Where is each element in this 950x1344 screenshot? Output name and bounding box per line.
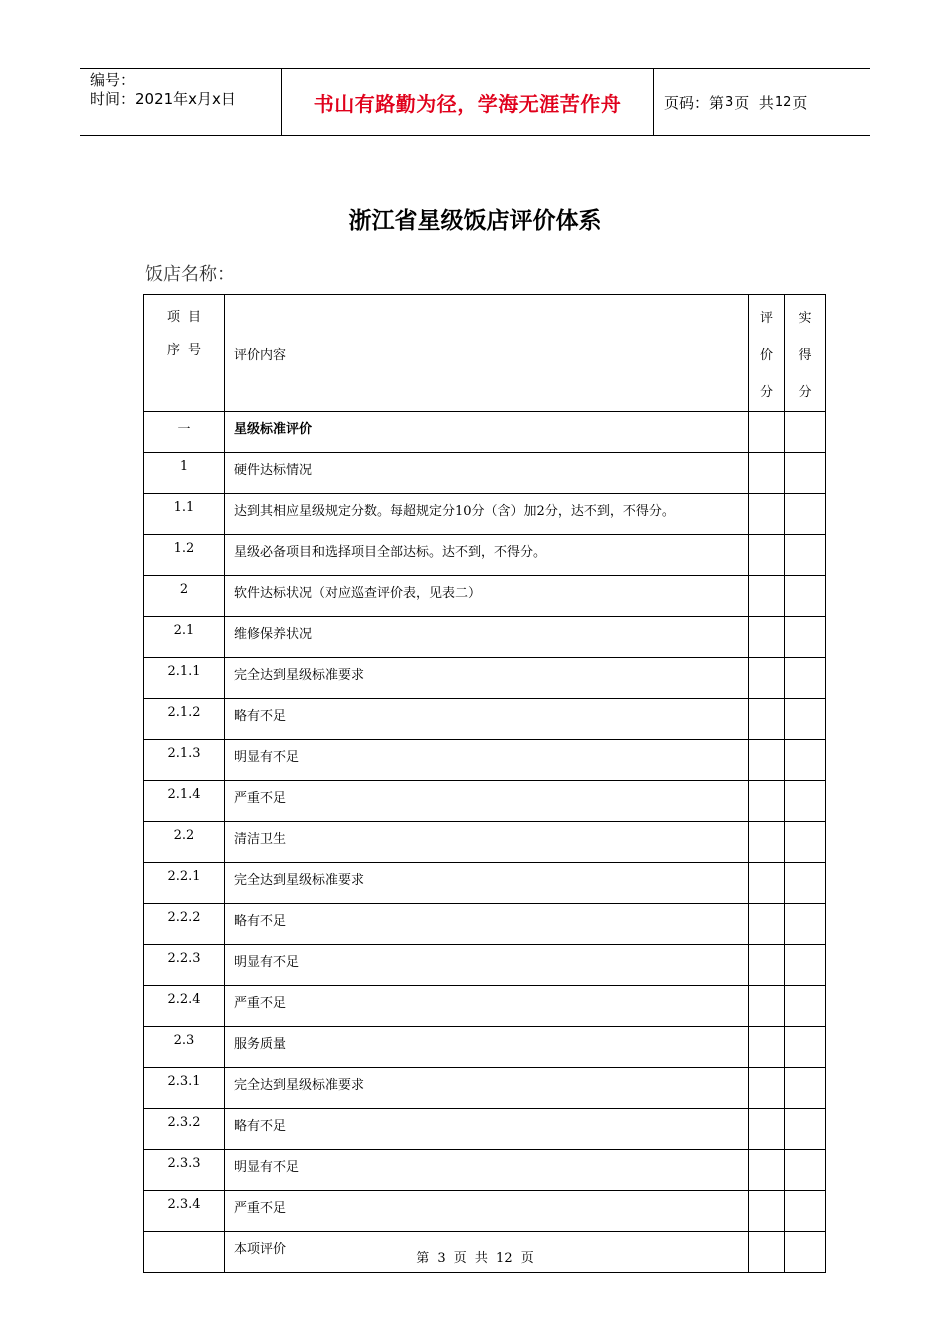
content-cell: 明显有不足 [225, 945, 749, 986]
score-cell[interactable] [749, 1068, 785, 1109]
content-cell: 略有不足 [225, 1109, 749, 1150]
content-cell: 完全达到星级标准要求 [225, 1068, 749, 1109]
item-number-cell: 2.3 [144, 1027, 225, 1068]
actual-score-cell[interactable] [785, 1109, 826, 1150]
score-cell[interactable] [749, 863, 785, 904]
score-cell[interactable] [749, 699, 785, 740]
actual-score-cell[interactable] [785, 822, 826, 863]
actual-score-cell[interactable] [785, 535, 826, 576]
actual-score-cell[interactable] [785, 1027, 826, 1068]
item-number-cell: 2.3.3 [144, 1150, 225, 1191]
header-score-char: 评 [759, 311, 773, 326]
actual-score-cell[interactable] [785, 740, 826, 781]
score-cell[interactable] [749, 453, 785, 494]
page-suffix: 页 [792, 93, 808, 112]
table-row [144, 699, 826, 740]
content-cell: 星级必备项目和选择项目全部达标。达不到，不得分。 [225, 535, 749, 576]
score-cell[interactable] [749, 986, 785, 1027]
score-cell[interactable] [749, 494, 785, 535]
score-cell[interactable] [749, 904, 785, 945]
score-cell[interactable] [749, 1027, 785, 1068]
header-item-number-line2: 序号 [166, 343, 209, 358]
header-actual-score [785, 295, 826, 412]
header-motto: 书山有路勤为径，学海无涯苦作舟 [282, 69, 654, 135]
document-title: 浙江省星级饭店评价体系 [348, 207, 602, 234]
header-item-number-line1: 项目 [166, 310, 209, 325]
table-row [144, 904, 826, 945]
item-number-cell: 2.2 [144, 822, 225, 863]
page-mid: 页 共 [734, 93, 774, 112]
table-row [144, 945, 826, 986]
actual-score-cell[interactable] [785, 1068, 826, 1109]
score-cell[interactable] [749, 822, 785, 863]
header-score-char: 分 [759, 385, 773, 400]
table-row [144, 658, 826, 699]
score-cell[interactable] [749, 617, 785, 658]
item-number-cell: 2.3.4 [144, 1191, 225, 1232]
actual-score-cell[interactable] [785, 945, 826, 986]
actual-score-cell[interactable] [785, 781, 826, 822]
content-cell: 明显有不足 [225, 740, 749, 781]
content-cell: 略有不足 [225, 699, 749, 740]
table-row [144, 1027, 826, 1068]
actual-score-cell[interactable] [785, 1191, 826, 1232]
content-cell: 明显有不足 [225, 1150, 749, 1191]
table-row [144, 781, 826, 822]
item-number-cell: 2.1.1 [144, 658, 225, 699]
table-row [144, 617, 826, 658]
actual-score-cell[interactable] [785, 699, 826, 740]
content-cell: 星级标准评价 [225, 412, 749, 453]
table-row [144, 1109, 826, 1150]
table-row [144, 986, 826, 1027]
actual-score-cell[interactable] [785, 904, 826, 945]
content-cell: 维修保养状况 [225, 617, 749, 658]
content-cell: 软件达标状况（对应巡查评价表，见表二） [225, 576, 749, 617]
time-label: 时间：2021年x月x日 [90, 90, 236, 108]
item-number-cell: 2.1.3 [144, 740, 225, 781]
table-row [144, 822, 826, 863]
score-cell[interactable] [749, 781, 785, 822]
evaluation-table [143, 294, 826, 1273]
page-total: 12 [774, 94, 792, 110]
table-row [144, 863, 826, 904]
item-number-cell: 2.2.4 [144, 986, 225, 1027]
header-meta [80, 69, 282, 135]
table-row [144, 576, 826, 617]
item-number-cell: 2.2.2 [144, 904, 225, 945]
actual-score-cell[interactable] [785, 658, 826, 699]
header-score-char: 价 [759, 348, 773, 363]
table-row [144, 453, 826, 494]
actual-score-cell[interactable] [785, 494, 826, 535]
score-cell[interactable] [749, 535, 785, 576]
header-content: 评价内容 [225, 295, 749, 412]
score-cell[interactable] [749, 1191, 785, 1232]
page-header [80, 68, 870, 136]
item-number-cell: 1.1 [144, 494, 225, 535]
header-item-number [144, 295, 225, 412]
item-number-cell: 2.3.1 [144, 1068, 225, 1109]
score-cell[interactable] [749, 658, 785, 699]
item-number-cell: 2.2.3 [144, 945, 225, 986]
header-page-info [654, 69, 870, 135]
actual-score-cell[interactable] [785, 453, 826, 494]
content-cell: 严重不足 [225, 1191, 749, 1232]
table-row [144, 1191, 826, 1232]
item-number-cell: 2.3.2 [144, 1109, 225, 1150]
table-row [144, 535, 826, 576]
item-number-cell: 1.2 [144, 535, 225, 576]
content-cell: 完全达到星级标准要求 [225, 863, 749, 904]
table-row [144, 412, 826, 453]
header-actual-char: 实 [798, 311, 812, 326]
item-number-cell: 1 [144, 453, 225, 494]
hotel-name-label: 饭店名称： [145, 264, 235, 285]
score-cell[interactable] [749, 1150, 785, 1191]
item-number-cell: 2.2.1 [144, 863, 225, 904]
item-number-cell: 一 [144, 412, 225, 453]
content-cell: 达到其相应星级规定分数。每超规定分10分（含）加2分，达不到，不得分。 [225, 494, 749, 535]
content-cell: 完全达到星级标准要求 [225, 658, 749, 699]
item-number-cell: 2.1.4 [144, 781, 225, 822]
table-row [144, 1068, 826, 1109]
item-number-cell: 2.1.2 [144, 699, 225, 740]
table-row [144, 494, 826, 535]
page-prefix: 页码：第 [664, 93, 725, 112]
page-footer: 第 3 页 共 12 页 [416, 1251, 534, 1266]
table-row [144, 1150, 826, 1191]
item-number-cell: 2 [144, 576, 225, 617]
content-cell: 本项评价 [225, 1232, 749, 1273]
serial-label: 编号： [90, 71, 136, 89]
item-number-cell: 2.1 [144, 617, 225, 658]
content-cell: 略有不足 [225, 904, 749, 945]
actual-score-cell[interactable] [785, 863, 826, 904]
score-cell[interactable] [749, 945, 785, 986]
table-header-row [144, 295, 826, 412]
actual-score-cell[interactable] [785, 412, 826, 453]
header-actual-char: 得 [798, 348, 812, 363]
actual-score-cell[interactable] [785, 1150, 826, 1191]
content-cell: 服务质量 [225, 1027, 749, 1068]
actual-score-cell[interactable] [785, 576, 826, 617]
score-cell[interactable] [749, 412, 785, 453]
score-cell[interactable] [749, 576, 785, 617]
content-cell: 清洁卫生 [225, 822, 749, 863]
table-row [144, 740, 826, 781]
actual-score-cell[interactable] [785, 986, 826, 1027]
content-cell: 严重不足 [225, 986, 749, 1027]
score-cell[interactable] [749, 740, 785, 781]
header-actual-char: 分 [798, 385, 812, 400]
header-score [749, 295, 785, 412]
score-cell[interactable] [749, 1109, 785, 1150]
content-cell: 硬件达标情况 [225, 453, 749, 494]
page-current: 3 [725, 94, 734, 110]
content-cell: 严重不足 [225, 781, 749, 822]
actual-score-cell[interactable] [785, 617, 826, 658]
